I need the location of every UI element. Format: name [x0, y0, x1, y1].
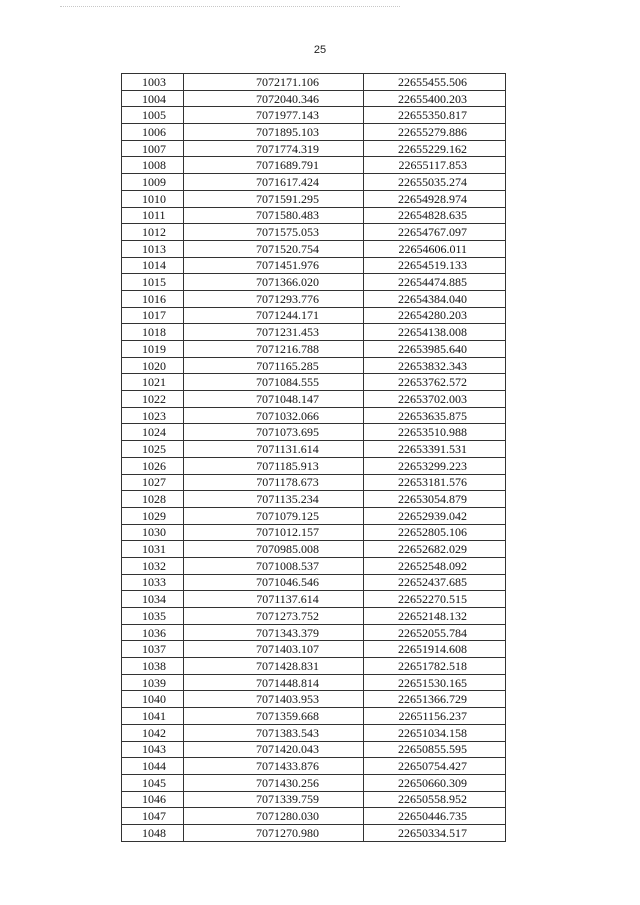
- x-coordinate-cell: 7071895.103: [184, 124, 364, 141]
- y-coordinate-cell: 22654606.011: [364, 240, 506, 257]
- point-number-cell: 1018: [122, 324, 184, 341]
- x-coordinate-cell: 7071383.543: [184, 724, 364, 741]
- point-number-cell: 1006: [122, 124, 184, 141]
- point-number-cell: 1020: [122, 357, 184, 374]
- point-number-cell: 1026: [122, 457, 184, 474]
- x-coordinate-cell: 7071046.546: [184, 574, 364, 591]
- x-coordinate-cell: 7071420.043: [184, 741, 364, 758]
- x-coordinate-cell: 7071185.913: [184, 457, 364, 474]
- table-row: [122, 758, 506, 775]
- point-number-cell: 1031: [122, 541, 184, 558]
- y-coordinate-cell: 22653635.875: [364, 407, 506, 424]
- table-row: [122, 74, 506, 91]
- x-coordinate-cell: 7071689.791: [184, 157, 364, 174]
- y-coordinate-cell: 22655455.506: [364, 74, 506, 91]
- x-coordinate-cell: 7071580.483: [184, 207, 364, 224]
- x-coordinate-cell: 7071048.147: [184, 391, 364, 408]
- y-coordinate-cell: 22653510.988: [364, 424, 506, 441]
- x-coordinate-cell: 7071270.980: [184, 824, 364, 841]
- y-coordinate-cell: 22652148.132: [364, 608, 506, 625]
- point-number-cell: 1030: [122, 524, 184, 541]
- y-coordinate-cell: 22654519.133: [364, 257, 506, 274]
- table-row: [122, 774, 506, 791]
- table-row: [122, 90, 506, 107]
- point-number-cell: 1016: [122, 290, 184, 307]
- point-number-cell: 1004: [122, 90, 184, 107]
- table-row: [122, 658, 506, 675]
- point-number-cell: 1039: [122, 674, 184, 691]
- point-number-cell: 1040: [122, 691, 184, 708]
- x-coordinate-cell: 7072171.106: [184, 74, 364, 91]
- y-coordinate-cell: 22651530.165: [364, 674, 506, 691]
- y-coordinate-cell: 22650558.952: [364, 791, 506, 808]
- table-row: [122, 157, 506, 174]
- point-number-cell: 1034: [122, 591, 184, 608]
- x-coordinate-cell: 7071343.379: [184, 624, 364, 641]
- table-row: [122, 374, 506, 391]
- x-coordinate-cell: 7071137.614: [184, 591, 364, 608]
- x-coordinate-cell: 7071591.295: [184, 190, 364, 207]
- y-coordinate-cell: 22655229.162: [364, 140, 506, 157]
- point-number-cell: 1048: [122, 824, 184, 841]
- x-coordinate-cell: 7071575.053: [184, 224, 364, 241]
- y-coordinate-cell: 22653985.640: [364, 341, 506, 358]
- y-coordinate-cell: 22654767.097: [364, 224, 506, 241]
- table-row: [122, 708, 506, 725]
- table-row: [122, 641, 506, 658]
- y-coordinate-cell: 22650334.517: [364, 824, 506, 841]
- x-coordinate-cell: 7071451.976: [184, 257, 364, 274]
- table-row: [122, 724, 506, 741]
- y-coordinate-cell: 22651034.158: [364, 724, 506, 741]
- point-number-cell: 1033: [122, 574, 184, 591]
- table-row: [122, 124, 506, 141]
- point-number-cell: 1015: [122, 274, 184, 291]
- x-coordinate-cell: 7071008.537: [184, 557, 364, 574]
- table-row: [122, 524, 506, 541]
- x-coordinate-cell: 7071135.234: [184, 491, 364, 508]
- x-coordinate-cell: 7071293.776: [184, 290, 364, 307]
- table-row: [122, 324, 506, 341]
- point-number-cell: 1008: [122, 157, 184, 174]
- point-number-cell: 1010: [122, 190, 184, 207]
- x-coordinate-cell: 7071244.171: [184, 307, 364, 324]
- y-coordinate-cell: 22652548.092: [364, 557, 506, 574]
- table-row: [122, 407, 506, 424]
- y-coordinate-cell: 22651156.237: [364, 708, 506, 725]
- point-number-cell: 1046: [122, 791, 184, 808]
- point-number-cell: 1036: [122, 624, 184, 641]
- x-coordinate-cell: 7071273.752: [184, 608, 364, 625]
- point-number-cell: 1005: [122, 107, 184, 124]
- table-row: [122, 608, 506, 625]
- table-row: [122, 240, 506, 257]
- point-number-cell: 1035: [122, 608, 184, 625]
- table-row: [122, 507, 506, 524]
- y-coordinate-cell: 22650754.427: [364, 758, 506, 775]
- table-row: [122, 824, 506, 841]
- x-coordinate-cell: 7071073.695: [184, 424, 364, 441]
- table-row: [122, 224, 506, 241]
- page-number: 25: [313, 44, 327, 56]
- y-coordinate-cell: 22653181.576: [364, 474, 506, 491]
- point-number-cell: 1009: [122, 174, 184, 191]
- x-coordinate-cell: 7071520.754: [184, 240, 364, 257]
- y-coordinate-cell: 22653832.343: [364, 357, 506, 374]
- point-number-cell: 1041: [122, 708, 184, 725]
- table-row: [122, 140, 506, 157]
- table-row: [122, 541, 506, 558]
- table-row: [122, 691, 506, 708]
- point-number-cell: 1032: [122, 557, 184, 574]
- point-number-cell: 1027: [122, 474, 184, 491]
- table-row: [122, 424, 506, 441]
- point-number-cell: 1021: [122, 374, 184, 391]
- point-number-cell: 1023: [122, 407, 184, 424]
- y-coordinate-cell: 22654928.974: [364, 190, 506, 207]
- table-row: [122, 307, 506, 324]
- table-row: [122, 341, 506, 358]
- y-coordinate-cell: 22652270.515: [364, 591, 506, 608]
- table-row: [122, 357, 506, 374]
- point-number-cell: 1003: [122, 74, 184, 91]
- x-coordinate-cell: 7071617.424: [184, 174, 364, 191]
- y-coordinate-cell: 22652805.106: [364, 524, 506, 541]
- y-coordinate-cell: 22654384.040: [364, 290, 506, 307]
- point-number-cell: 1038: [122, 658, 184, 675]
- table-row: [122, 257, 506, 274]
- point-number-cell: 1024: [122, 424, 184, 441]
- table-row: [122, 190, 506, 207]
- y-coordinate-cell: 22653762.572: [364, 374, 506, 391]
- y-coordinate-cell: 22653702.003: [364, 391, 506, 408]
- y-coordinate-cell: 22652939.042: [364, 507, 506, 524]
- table-row: [122, 174, 506, 191]
- table-row: [122, 491, 506, 508]
- x-coordinate-cell: 7071403.953: [184, 691, 364, 708]
- x-coordinate-cell: 7071428.831: [184, 658, 364, 675]
- point-number-cell: 1013: [122, 240, 184, 257]
- table-row: [122, 574, 506, 591]
- table-row: [122, 457, 506, 474]
- table-row: [122, 441, 506, 458]
- point-number-cell: 1042: [122, 724, 184, 741]
- x-coordinate-cell: 7071430.256: [184, 774, 364, 791]
- coordinates-table: [121, 73, 506, 842]
- x-coordinate-cell: 7071448.814: [184, 674, 364, 691]
- table-row: [122, 791, 506, 808]
- y-coordinate-cell: 22650660.309: [364, 774, 506, 791]
- table-row: [122, 207, 506, 224]
- table-row: [122, 624, 506, 641]
- y-coordinate-cell: 22651782.518: [364, 658, 506, 675]
- x-coordinate-cell: 7070985.008: [184, 541, 364, 558]
- point-number-cell: 1028: [122, 491, 184, 508]
- y-coordinate-cell: 22655279.886: [364, 124, 506, 141]
- scan-artifact: [60, 6, 400, 9]
- point-number-cell: 1037: [122, 641, 184, 658]
- point-number-cell: 1007: [122, 140, 184, 157]
- y-coordinate-cell: 22650855.595: [364, 741, 506, 758]
- y-coordinate-cell: 22654828.635: [364, 207, 506, 224]
- table-row: [122, 107, 506, 124]
- x-coordinate-cell: 7071977.143: [184, 107, 364, 124]
- coordinates-table-body: [122, 74, 506, 842]
- point-number-cell: 1011: [122, 207, 184, 224]
- point-number-cell: 1012: [122, 224, 184, 241]
- point-number-cell: 1045: [122, 774, 184, 791]
- x-coordinate-cell: 7071339.759: [184, 791, 364, 808]
- x-coordinate-cell: 7071403.107: [184, 641, 364, 658]
- x-coordinate-cell: 7071079.125: [184, 507, 364, 524]
- x-coordinate-cell: 7071165.285: [184, 357, 364, 374]
- x-coordinate-cell: 7071359.668: [184, 708, 364, 725]
- y-coordinate-cell: 22652055.784: [364, 624, 506, 641]
- table-row: [122, 391, 506, 408]
- y-coordinate-cell: 22653391.531: [364, 441, 506, 458]
- x-coordinate-cell: 7071774.319: [184, 140, 364, 157]
- x-coordinate-cell: 7071216.788: [184, 341, 364, 358]
- table-row: [122, 274, 506, 291]
- table-row: [122, 290, 506, 307]
- y-coordinate-cell: 22651366.729: [364, 691, 506, 708]
- point-number-cell: 1014: [122, 257, 184, 274]
- y-coordinate-cell: 22654280.203: [364, 307, 506, 324]
- point-number-cell: 1044: [122, 758, 184, 775]
- x-coordinate-cell: 7071280.030: [184, 808, 364, 825]
- point-number-cell: 1029: [122, 507, 184, 524]
- point-number-cell: 1025: [122, 441, 184, 458]
- y-coordinate-cell: 22654138.008: [364, 324, 506, 341]
- x-coordinate-cell: 7071084.555: [184, 374, 364, 391]
- x-coordinate-cell: 7071433.876: [184, 758, 364, 775]
- point-number-cell: 1019: [122, 341, 184, 358]
- y-coordinate-cell: 22652682.029: [364, 541, 506, 558]
- y-coordinate-cell: 22654474.885: [364, 274, 506, 291]
- x-coordinate-cell: 7071032.066: [184, 407, 364, 424]
- x-coordinate-cell: 7071231.453: [184, 324, 364, 341]
- point-number-cell: 1022: [122, 391, 184, 408]
- point-number-cell: 1043: [122, 741, 184, 758]
- y-coordinate-cell: 22653299.223: [364, 457, 506, 474]
- table-row: [122, 474, 506, 491]
- point-number-cell: 1017: [122, 307, 184, 324]
- y-coordinate-cell: 22655350.817: [364, 107, 506, 124]
- y-coordinate-cell: 22651914.608: [364, 641, 506, 658]
- x-coordinate-cell: 7071178.673: [184, 474, 364, 491]
- table-row: [122, 808, 506, 825]
- y-coordinate-cell: 22655400.203: [364, 90, 506, 107]
- y-coordinate-cell: 22652437.685: [364, 574, 506, 591]
- y-coordinate-cell: 22650446.735: [364, 808, 506, 825]
- y-coordinate-cell: 22655117.853: [364, 157, 506, 174]
- table-row: [122, 674, 506, 691]
- x-coordinate-cell: 7071131.614: [184, 441, 364, 458]
- y-coordinate-cell: 22655035.274: [364, 174, 506, 191]
- point-number-cell: 1047: [122, 808, 184, 825]
- table-row: [122, 741, 506, 758]
- y-coordinate-cell: 22653054.879: [364, 491, 506, 508]
- table-row: [122, 557, 506, 574]
- x-coordinate-cell: 7072040.346: [184, 90, 364, 107]
- table-row: [122, 591, 506, 608]
- x-coordinate-cell: 7071012.157: [184, 524, 364, 541]
- x-coordinate-cell: 7071366.020: [184, 274, 364, 291]
